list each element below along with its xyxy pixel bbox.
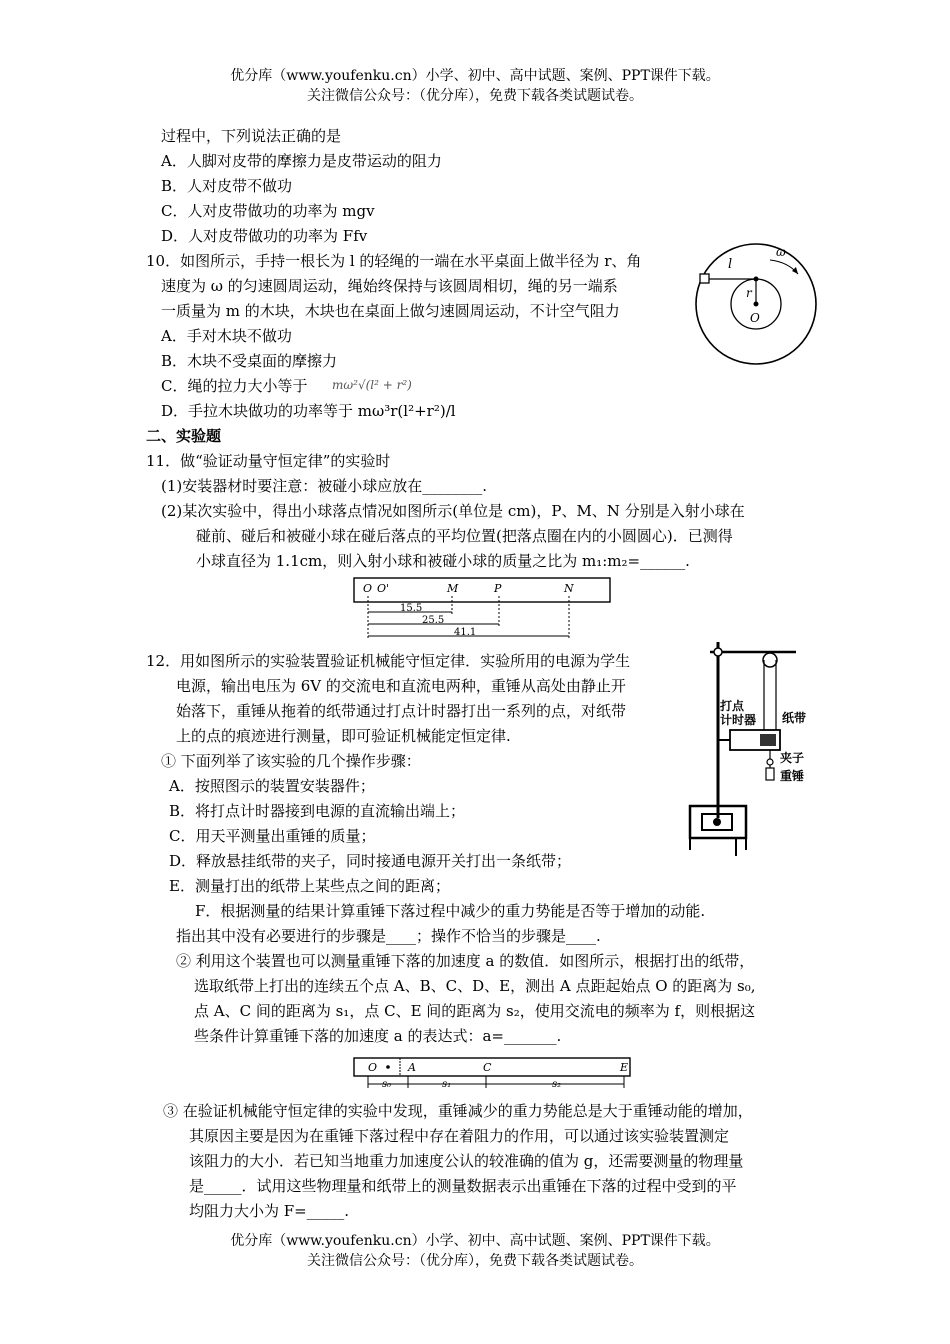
label-omega: ω (776, 245, 786, 259)
q10-option-b: B．木块不受桌面的摩擦力 (161, 352, 338, 370)
q12-step-c: C．用天平测量出重锤的质量； (169, 827, 376, 845)
omega-arrowhead (792, 267, 798, 274)
pulley (763, 653, 777, 667)
q11-part-2-line-2: 碰前、碰后和被碰小球在碰后落点的平均位置(把落点圈在内的小圆圆心)．已测得 (196, 527, 733, 545)
q11-landing-figure (352, 576, 614, 642)
q11-part-2-line-3: 小球直径为 1.1cm，则入射小球和被碰小球的质量之比为 m₁:m₂=______. (196, 552, 690, 570)
q11-part-2-line-1: (2)某次实验中，得出小球落点情况如图所示(单位是 cm)，P、M、N 分别是入射小球在 (161, 502, 745, 520)
center-point (754, 302, 759, 307)
q12-tape-figure (352, 1054, 642, 1090)
label-l: l (728, 257, 733, 272)
q10-line-3: 一质量为 m 的木块，木块也在桌面上做匀速圆周运动，不计空气阻力 (161, 302, 620, 320)
label-s0: s₀ (382, 1079, 392, 1090)
q12-part-3-line-1: ③ 在验证机械能守恒定律的实验中发现，重锤减少的重力势能总是大于重锤动能的增加， (163, 1102, 753, 1120)
q9-option-c: C．人对皮带做功的功率为 mgv (161, 202, 375, 220)
section-2-title: 二、实验题 (146, 427, 222, 445)
q9-option-b: B．人对皮带不做功 (161, 177, 293, 195)
clip (767, 759, 773, 765)
q12-part-3-line-4: 是_____．试用这些物理量和纸带上的测量数据表示出重锤在下落的过程中受到的平 (189, 1177, 737, 1195)
q12-step-d: D．释放悬挂纸带的夹子，同时接通电源开关打出一条纸带； (169, 852, 572, 870)
q10-circle-figure (688, 240, 824, 368)
tape-o: O (368, 1061, 378, 1074)
q12-part-3-line-5: 均阻力大小为 F=_____. (189, 1202, 350, 1220)
q10-line-2: 速度为 ω 的匀速圆周运动，绳始终保持与该圆周相切，绳的另一端系 (161, 277, 618, 295)
tape-strip (354, 1058, 630, 1076)
q12-part-3-line-3: 该阻力的大小．若已知当地重力加速度公认的较准确的值为 g，还需要测量的物理量 (189, 1152, 744, 1170)
label-tape: 纸带 (782, 711, 807, 725)
timer-core (760, 734, 776, 746)
q10-line-1: 10．如图所示，手持一根长为 l 的轻绳的一端在水平桌面上做半径为 r、角 (146, 252, 642, 270)
point-o: O (363, 582, 373, 595)
base-hole (713, 818, 721, 826)
label-s2: s₂ (552, 1079, 562, 1090)
q10-option-c-formula: mω²√(l² + r²) (332, 378, 412, 392)
q12-line-2: 电源，输出电压为 6V 的交流电和直流电两种，重锤从高处由静止开 (176, 677, 626, 695)
label-s1: s₁ (442, 1079, 452, 1090)
label-timer-2: 计时器 (720, 713, 757, 727)
q12-apparatus-figure (686, 638, 816, 860)
dot-o (386, 1065, 390, 1069)
q12-step-1-question: 指出其中没有必要进行的步骤是____；操作不恰当的步骤是____. (176, 927, 601, 945)
label-o: O (750, 311, 760, 325)
label-41-1: 41.1 (454, 627, 477, 638)
header-line-2: 关注微信公众号：（优分库），免费下载各类试题试卷。 (307, 88, 643, 104)
q12-step-1-title: ① 下面列举了该实验的几个操作步骤： (161, 752, 421, 770)
q12-step-e: E．测量打出的纸带上某些点之间的距离； (169, 877, 450, 895)
point-m: M (447, 582, 459, 595)
q9-stem-tail: 过程中，下列说法正确的是 (161, 127, 342, 145)
q11-stem: 11．做“验证动量守恒定律”的实验时 (146, 452, 391, 470)
q12-part-2-line-4: 些条件计算重锤下落的加速度 a 的表达式：a=_______. (194, 1027, 562, 1045)
footer-line-1: 优分库（www.youfenku.cn）小学、初中、高中试题、案例、PPT课件下载。 (230, 1233, 720, 1249)
footer-line-2: 关注微信公众号：（优分库），免费下载各类试题试卷。 (307, 1253, 643, 1269)
q12-part-2-line-2: 选取纸带上打出的连续五个点 A、B、C、D、E，测出 A 点距起始点 O 的距离为 s₀, (194, 977, 756, 995)
q11-part-1: (1)安装器材时要注意：被碰小球应放在________. (161, 477, 488, 495)
q9-option-a: A．人脚对皮带的摩擦力是皮带运动的阻力 (161, 152, 442, 170)
label-timer-1: 打点 (720, 699, 745, 713)
hand-point (754, 277, 759, 282)
q12-step-f: F．根据测量的结果计算重锤下落过程中减少的重力势能是否等于增加的动能. (195, 902, 706, 920)
tape-e: E (620, 1061, 629, 1074)
q12-part-3-line-2: 其原因主要是因为在重锤下落过程中存在着阻力的作用，可以通过该实验装置测定 (189, 1127, 730, 1145)
q10-option-c: C．绳的拉力大小等于 (161, 377, 308, 395)
q12-line-1: 12．用如图所示的实验装置验证机械能守恒定律．实验所用的电源为学生 (146, 652, 631, 670)
point-p: P (494, 582, 502, 595)
label-r: r (746, 286, 752, 300)
tape-c: C (483, 1061, 492, 1074)
q9-option-d: D．人对皮带做功的功率为 Ffv (161, 227, 368, 245)
q12-line-3: 始落下，重锤从拖着的纸带通过打点计时器打出一系列的点，对纸带 (176, 702, 627, 720)
weight (766, 768, 774, 780)
q10-option-d: D．手拉木块做功的功率等于 mω³r(l²+r²)/l (161, 402, 456, 420)
q12-line-4: 上的点的痕迹进行测量，即可验证机械能定恒定律. (176, 727, 511, 745)
q12-part-2-line-1: ② 利用这个装置也可以测量重锤下落的加速度 a 的数值．如图所示，根据打出的纸带， (176, 952, 755, 970)
clamp-top (714, 648, 722, 656)
label-15-5: 15.5 (400, 603, 423, 614)
label-weight: 重锤 (780, 769, 805, 783)
q12-part-2-line-3: 点 A、C 间的距离为 s₁，点 C、E 间的距离为 s₂，使用交流电的频率为 f，则根据这 (194, 1002, 756, 1020)
q12-step-b: B．将打点计时器接到电源的直流输出端上； (169, 802, 466, 820)
label-clip: 夹子 (780, 751, 805, 765)
tape-a: A (408, 1061, 416, 1074)
header-line-1: 优分库（www.youfenku.cn）小学、初中、高中试题、案例、PPT课件下载。 (230, 68, 720, 84)
q10-option-a: A．手对木块不做功 (161, 327, 292, 345)
point-o-prime: O' (377, 582, 390, 595)
label-25-5: 25.5 (422, 615, 445, 626)
q12-step-a: A．按照图示的装置安装器件； (169, 777, 375, 795)
point-n: N (564, 582, 574, 595)
block (700, 274, 709, 283)
